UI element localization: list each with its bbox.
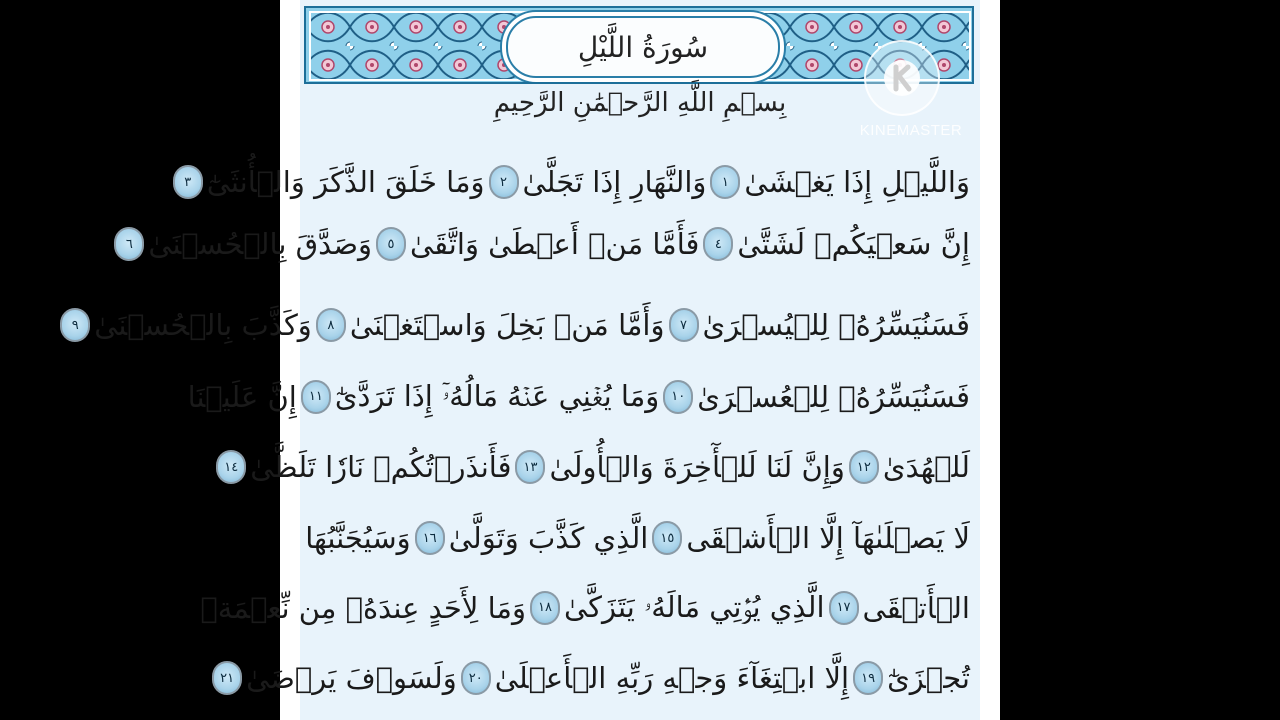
ayah-text: إِلَّا ابۡتِغَآءَ وَجۡهِ رَبِّهِ الۡأَعۡلَىٰ [494, 661, 850, 695]
ayah-number-marker: ١٨ [530, 591, 560, 625]
ayah-text: وَمَا لِأَحَدٍ عِندَهُۥ مِن نِّعۡمَةٖ [200, 590, 526, 625]
ayah-text: لَلۡهُدَىٰ [882, 450, 970, 484]
verse-segment [208, 661, 457, 695]
ayah-number-marker: ١١ [301, 380, 331, 414]
verse-segment [511, 450, 844, 484]
ayah-number-marker: ٢٠ [461, 661, 491, 695]
verse-line [71, 308, 970, 342]
verse-segment [485, 165, 707, 199]
verse-line [184, 165, 970, 199]
verse-segment [411, 521, 649, 555]
ayah-number-marker: ٧ [669, 308, 699, 342]
ayah-text: وَصَدَّقَ بِالۡحُسۡنَىٰ [148, 227, 372, 261]
ayah-number-marker: ١٧ [829, 591, 859, 625]
verse-line [305, 521, 970, 555]
ayah-text: وَاللَّيۡلِ إِذَا يَغۡشَىٰ [744, 165, 970, 199]
ayah-number-marker: ١٥ [652, 521, 682, 555]
verse-segment [825, 591, 970, 625]
ayah-number-marker: ١٤ [216, 450, 246, 484]
ayah-text: لَا يَصۡلَىٰهَآ إِلَّا الۡأَشۡقَى [686, 521, 970, 555]
verse-segment [169, 165, 485, 199]
verse-segment [849, 661, 970, 695]
verse-segment [372, 227, 699, 261]
verse-segment [188, 380, 297, 414]
ayah-text: الَّذِي كَذَّبَ وَتَوَلَّىٰ [448, 521, 649, 555]
ayah-number-marker: ١٩ [853, 661, 883, 695]
ayah-number-marker: ١٦ [415, 521, 445, 555]
basmala: بِسۡمِ اللَّهِ الرَّحۡمَٰنِ الرَّحِيمِ [493, 88, 787, 118]
verse-line [125, 227, 970, 261]
verse-line [187, 379, 970, 414]
verse-segment [56, 308, 312, 342]
verse-segment [648, 521, 970, 555]
ayah-number-marker: ١ [710, 165, 740, 199]
ayah-text: وَالنَّهَارِ إِذَا تَجَلَّىٰ [522, 165, 707, 199]
ayah-text: إِنَّ سَعۡيَكُمۡ لَشَتَّىٰ [737, 227, 970, 261]
verse-line [224, 450, 970, 484]
verse-line [220, 661, 970, 695]
kinemaster-k-logo-icon [864, 40, 940, 116]
verse-segment [699, 227, 970, 261]
ayah-number-marker: ١٠ [663, 380, 693, 414]
ayah-text: الۡأَتۡقَى [862, 590, 970, 625]
ayah-text: وَأَمَّا مَنۢ بَخِلَ وَاسۡتَغۡنَىٰ [349, 308, 665, 342]
verse-segment [297, 379, 659, 414]
verse-line [200, 590, 970, 625]
ayah-number-marker: ٦ [114, 227, 144, 261]
ayah-number-marker: ٢١ [212, 661, 242, 695]
ayah-text: وَلَسَوۡفَ يَرۡضَىٰ [246, 661, 457, 695]
verse-segment [457, 661, 849, 695]
ayah-text: الَّذِي يُؤۡتِي مَالَهُۥ يَتَزَكَّىٰ [563, 590, 825, 624]
verse-segment [845, 450, 970, 484]
kinemaster-watermark [859, 40, 963, 140]
ayah-number-marker: ٣ [173, 165, 203, 199]
watermark-text: KINEMASTER [859, 122, 963, 139]
ayah-number-marker: ١٣ [515, 450, 545, 484]
verse-segment [200, 591, 526, 625]
verse-segment [305, 521, 410, 555]
verse-segment [706, 165, 970, 199]
ayah-text: وَإِنَّ لَنَا لَلۡأٓخِرَةَ وَالۡأُولَىٰ [549, 450, 845, 484]
surah-title-frame [506, 16, 780, 78]
ayah-text: وَسَيُجَنَّبُهَا [305, 521, 411, 555]
ayah-text: تُجۡزَىٰٓ [887, 661, 970, 695]
ayah-number-marker: ٢ [489, 165, 519, 199]
ayah-number-marker: ٩ [60, 308, 90, 342]
verse-segment [659, 380, 970, 414]
ayah-number-marker: ٨ [316, 308, 346, 342]
verse-segment [212, 450, 511, 484]
verse-segment [665, 308, 971, 342]
ayah-text: وَمَا يُغۡنِي عَنۡهُ مَالُهُۥٓ إِذَا تَرَدَّىٰٓ [334, 379, 660, 413]
ayah-number-marker: ٥ [376, 227, 406, 261]
ayah-text: فَسَنُيَسِّرُهُۥ لِلۡيُسۡرَىٰ [702, 308, 970, 342]
ayah-text: فَأَمَّا مَنۡ أَعۡطَىٰ وَاتَّقَىٰ [409, 227, 700, 261]
ayah-text: فَأَنذَرۡتُكُمۡ نَارٗا تَلَظَّىٰ [250, 450, 512, 484]
ayah-text: إِنَّ عَلَيۡنَا [187, 379, 297, 414]
verse-segment [110, 227, 372, 261]
verse-segment [526, 590, 825, 625]
verse-segment [312, 308, 665, 342]
ayah-number-marker: ٤ [703, 227, 733, 261]
ayah-text: وَكَذَّبَ بِالۡحُسۡنَىٰ [94, 308, 312, 342]
ayah-text: فَسَنُيَسِّرُهُۥ لِلۡعُسۡرَىٰ [697, 379, 970, 414]
surah-title: سُورَةُ اللَّيْلِ [577, 30, 709, 64]
ayah-number-marker: ١٢ [849, 450, 879, 484]
ayah-text: وَمَا خَلَقَ الذَّكَرَ وَالۡأُنثَىٰٓ [206, 165, 485, 199]
